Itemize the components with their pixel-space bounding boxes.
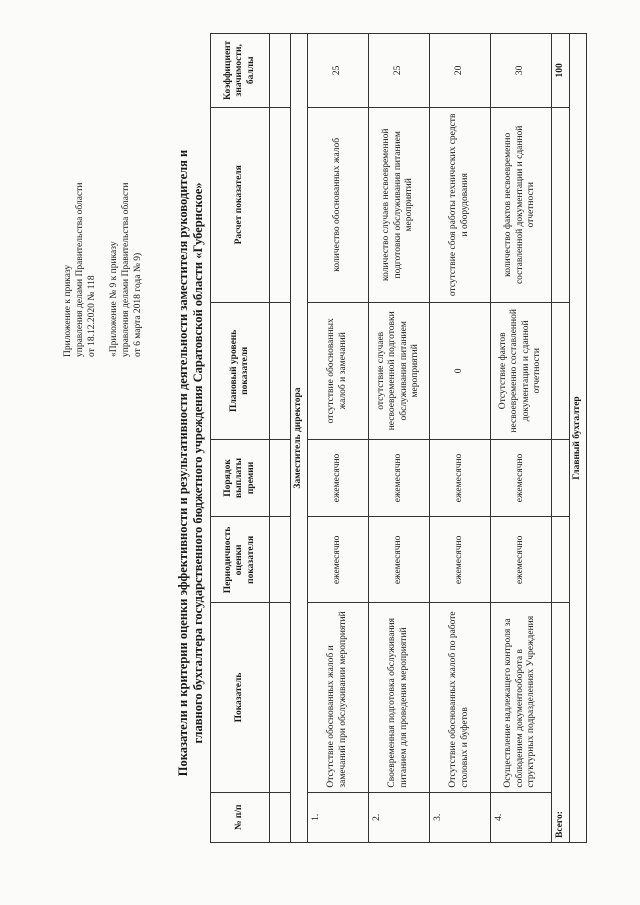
cell-indicator: Отсутствие обоснованных жалоб по работе столовых и буфетов xyxy=(429,603,490,792)
table-row xyxy=(307,34,368,843)
appendix-note-line: «Приложение № 9 к приказу xyxy=(109,241,119,357)
cell-indicator: Осуществление надлежащего контроля за соблюдением документооборота в структурных подразделениях Учреждения xyxy=(490,603,551,792)
table-row xyxy=(368,34,429,843)
header-periodicity: Периодичность оценки показателя xyxy=(211,517,270,603)
section-accountant-title: Главный бухгалтер xyxy=(570,34,587,843)
section-deputy-title: Заместитель директора xyxy=(291,34,308,843)
header-coef: Коэффициент значимости, баллы xyxy=(211,34,270,108)
cell-periodicity: ежемесячно xyxy=(307,517,368,603)
cell-payment: ежемесячно xyxy=(429,439,490,517)
cell-calc: количество фактов несвоевременно составленной документации и сданной отчетности xyxy=(490,107,551,302)
document-title xyxy=(176,103,206,823)
section-row xyxy=(570,34,587,843)
table-row xyxy=(490,34,551,843)
title-line: Показатели и критерии оценки эффективности и результативности деятельности заместителя руководителя и xyxy=(176,149,190,777)
header-row xyxy=(211,34,270,843)
cell-planned: отсутствие случаев несвоевременной подготовки обслуживания питанием мероприятий xyxy=(368,303,429,440)
cell-coef: 25 xyxy=(307,34,368,108)
cell-coef: 30 xyxy=(490,34,551,108)
header-num: № п/п xyxy=(211,792,270,842)
appendix-note-line: управления делами Правительства области xyxy=(121,182,131,357)
cell-calc: отсутствие сбоя работы технических средств и оборудования xyxy=(429,107,490,302)
blank-row xyxy=(270,34,291,843)
cell-num: 1. xyxy=(307,792,368,842)
cell-num: 2. xyxy=(368,792,429,842)
section-row xyxy=(291,34,308,843)
cell-payment: ежемесячно xyxy=(307,439,368,517)
appendix-line: Приложение к приказу xyxy=(63,264,73,357)
header-indicator: Показатель xyxy=(211,603,270,792)
cell-periodicity: ежемесячно xyxy=(368,517,429,603)
title-line: главного бухгалтера государственного бюджетного учреждения Саратовской области «Губернское» xyxy=(191,182,205,744)
appendix-header xyxy=(62,67,144,357)
cell-payment: ежемесячно xyxy=(490,439,551,517)
cell-num: 3. xyxy=(429,792,490,842)
cell-indicator: Своевременная подготовка обслуживания питанием для проведения мероприятий xyxy=(368,603,429,792)
header-calc: Расчет показателя xyxy=(211,107,270,302)
cell-periodicity: ежемесячно xyxy=(490,517,551,603)
header-payment: Порядок выплаты премии xyxy=(211,439,270,517)
cell-payment: ежемесячно xyxy=(368,439,429,517)
appendix-order-date: от 18.12.2020 № 118 xyxy=(87,275,97,357)
cell-calc: количество обоснованных жалоб xyxy=(307,107,368,302)
total-value: 100 xyxy=(551,34,570,108)
cell-indicator: Отсутствие обоснованных жалоб и замечаний при обслуживании мероприятий xyxy=(307,603,368,792)
table-row xyxy=(429,34,490,843)
cell-periodicity: ежемесячно xyxy=(429,517,490,603)
cell-coef: 20 xyxy=(429,34,490,108)
cell-planned: отсутствие обоснованных жалоб и замечаний xyxy=(307,303,368,440)
cell-planned: 0 xyxy=(429,303,490,440)
cell-num: 4. xyxy=(490,792,551,842)
appendix-line: управления делами Правительства области xyxy=(75,182,85,357)
cell-coef: 25 xyxy=(368,34,429,108)
cell-planned: Отсутствие фактов несвоевременно составленной документации и сданной отчетности xyxy=(490,303,551,440)
total-row xyxy=(551,34,570,843)
appendix-note-line: от 6 марта 2018 года № 9) xyxy=(133,252,143,357)
criteria-table xyxy=(210,33,587,843)
cell-calc: количество случаев несвоевременной подготовки обслуживания питанием мероприятий xyxy=(368,107,429,302)
total-label: Всего: xyxy=(551,603,570,843)
header-planned: Плановый уровень показателя xyxy=(211,303,270,440)
